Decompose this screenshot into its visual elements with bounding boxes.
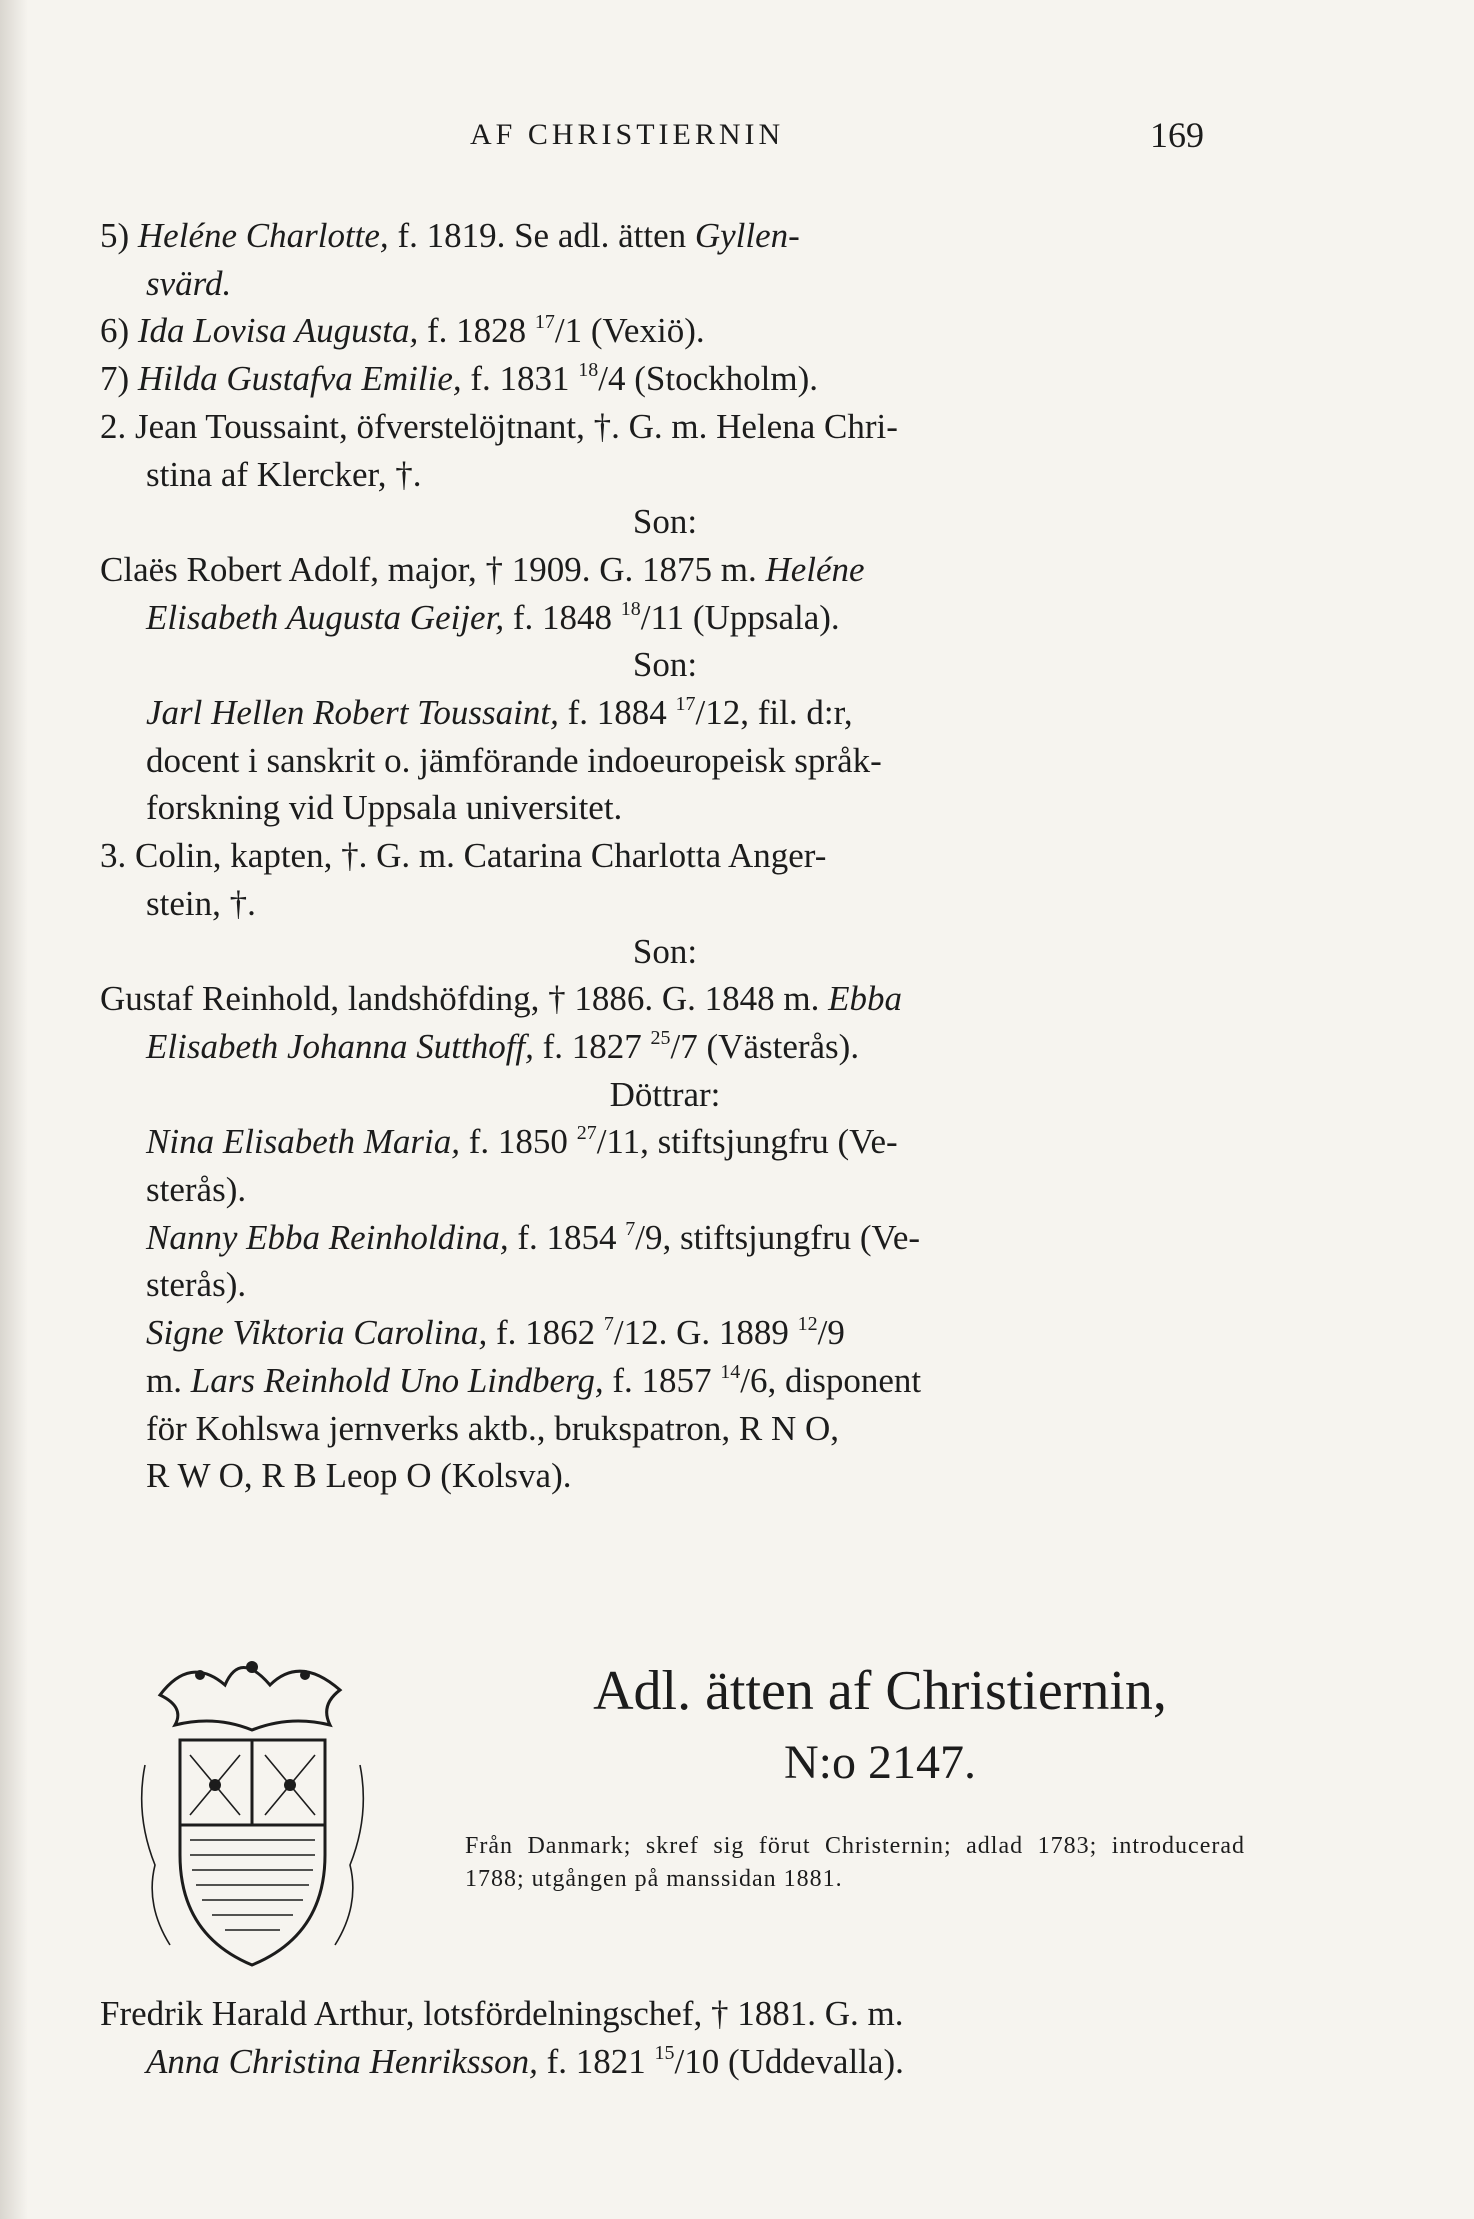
- closing-entry: [100, 1990, 1230, 2085]
- text-line: 2. Jean Toussaint, öfverstelöjtnant, †. G. m. Helena Chri-: [100, 406, 898, 446]
- text-line: forskning vid Uppsala universitet.: [146, 788, 623, 828]
- text-line: Elisabeth Augusta Geijer, f. 1848 $^{18}$/11 (Uppsala).: [146, 597, 840, 637]
- coat-of-arms-icon: [130, 1645, 375, 1975]
- text-line: Elisabeth Johanna Sutthoff, f. 1827 $^{25}$/7 (Västerås).: [146, 1026, 860, 1066]
- page-number: 169: [1150, 115, 1204, 155]
- text-line: för Kohlswa jernverks aktb., brukspatron, R N O,: [146, 1408, 840, 1448]
- subheading-son: Son:: [632, 502, 698, 542]
- text-line: Nina Elisabeth Maria, f. 1850 $^{27}$/11, stiftsjungfru (Ve-: [146, 1122, 898, 1162]
- text-line: 7) Hilda Gustafva Emilie, f. 1831 $^{18}$/4 (Stockholm).: [100, 359, 818, 399]
- text-line: sterås).: [146, 1170, 247, 1210]
- text-line: Jarl Hellen Robert Toussaint, f. 1884 $^{17}$/12, fil. d:r,: [146, 693, 853, 733]
- text-line: Signe Viktoria Carolina, f. 1862 $^7$/12. G. 1889 $^{12}$/9: [146, 1313, 845, 1353]
- text-line: Fredrik Harald Arthur, lotsfördelningschef, † 1881. G. m.: [100, 1994, 904, 2033]
- text-line: Anna Christina Henriksson, f. 1821 $^{15}$/10 (Uddevalla).: [146, 2041, 904, 2081]
- text-line: stein, †.: [146, 883, 256, 923]
- section-title-line2: N:o 2147.: [784, 1736, 976, 1789]
- family-section: [0, 1620, 1474, 2040]
- section-note: Från Danmark; skref sig förut Christernin; adlad 1783; introducerad 1788; utgången på manssidan 1881.: [465, 1833, 1245, 1892]
- section-title-line1: Adl. ätten af Christiernin,: [593, 1660, 1167, 1722]
- subheading-daughters: Döttrar:: [609, 1074, 721, 1114]
- text-line: Nanny Ebba Reinholdina, f. 1854 $^7$/9, stiftsjungfru (Ve-: [146, 1217, 921, 1257]
- running-head: AF CHRISTIERNIN: [470, 118, 785, 151]
- page-header: [0, 115, 1474, 168]
- text-line: Gustaf Reinhold, landshöfding, † 1886. G. 1848 m. Ebba: [100, 979, 903, 1019]
- text-line: 6) Ida Lovisa Augusta, f. 1828 $^{17}$/1 (Vexiö).: [100, 311, 705, 351]
- text-line: docent i sanskrit o. jämförande indoeuropeisk språk-: [146, 740, 882, 780]
- subheading-son: Son:: [632, 931, 698, 971]
- text-line: svärd.: [146, 263, 232, 303]
- text-line: m. Lars Reinhold Uno Lindberg, f. 1857 $^{14}$/6, disponent: [146, 1360, 922, 1400]
- text-line: R W O, R B Leop O (Kolsva).: [146, 1456, 572, 1496]
- section-title: [500, 1655, 1260, 1799]
- text-line: 3. Colin, kapten, †. G. m. Catarina Charlotta Anger-: [100, 836, 827, 876]
- text-line: Claës Robert Adolf, major, † 1909. G. 1875 m. Heléne: [100, 549, 865, 589]
- text-line: 5) Heléne Charlotte, f. 1819. Se adl. ätten Gyllen-: [100, 216, 800, 255]
- subheading-son: Son:: [632, 645, 698, 685]
- text-line: stina af Klercker, †.: [146, 454, 422, 494]
- text-line: sterås).: [146, 1265, 247, 1305]
- genealogy-text: [100, 212, 1230, 1500]
